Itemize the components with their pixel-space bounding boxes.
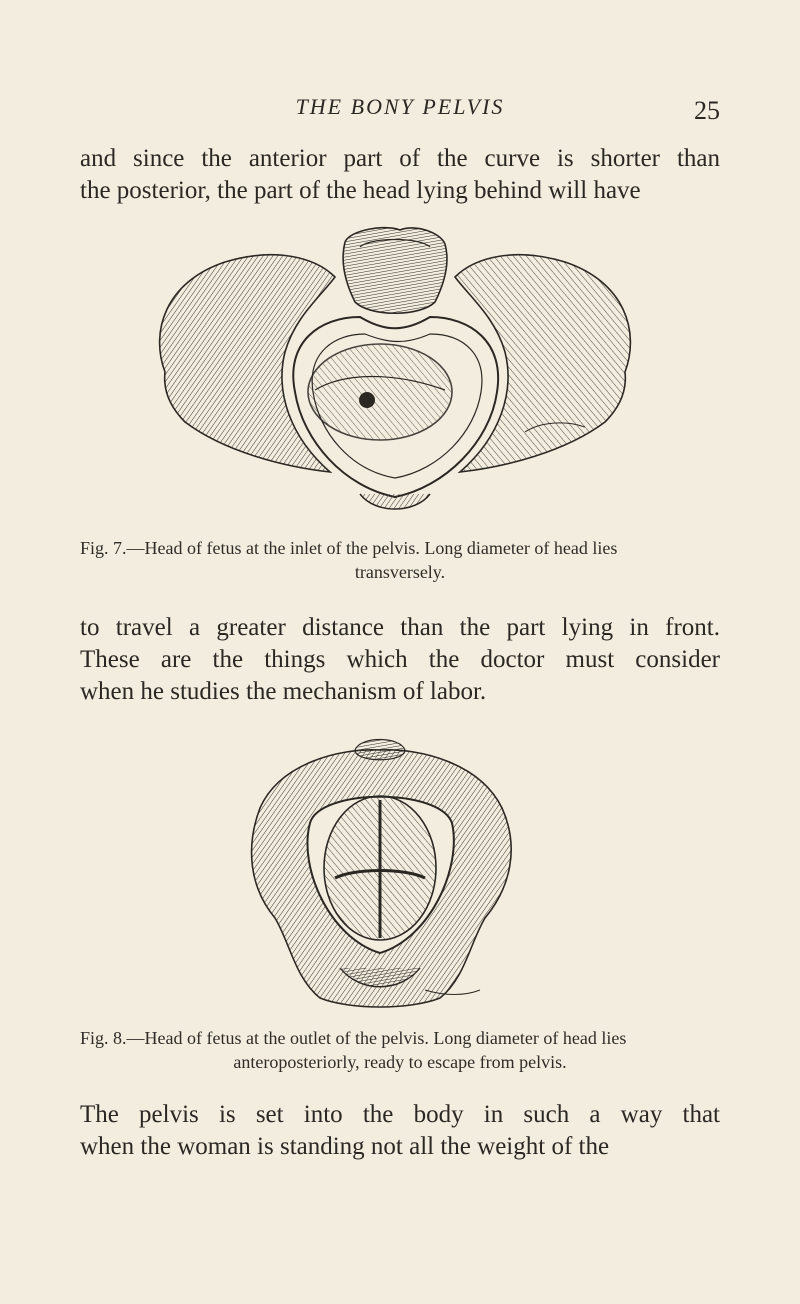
paragraph-3-line: The pelvis is set into the body in such a way that — [80, 1101, 720, 1128]
paragraph-1 — [80, 143, 720, 207]
paragraph-2-line: when he studies the mechanism of labor. — [80, 678, 487, 705]
figure-7-caption — [80, 536, 720, 584]
paragraph-2 — [80, 612, 720, 708]
figure-8-illustration — [240, 728, 520, 1018]
running-head — [80, 94, 720, 134]
page-number: 25 — [694, 96, 720, 125]
pelvis-outlet-drawing — [240, 728, 520, 1018]
running-title: THE BONY PELVIS — [295, 94, 505, 119]
figure-7-illustration — [145, 222, 645, 532]
figure-8-caption-line: anteroposteriorly, ready to escape from pelvis. — [233, 1052, 567, 1072]
paragraph-1-line: the posterior, the part of the head lying behind will have — [80, 177, 641, 204]
figure-8-caption-line: Fig. 8.—Head of fetus at the outlet of the pelvis. Long diameter of head lies — [80, 1028, 627, 1048]
paragraph-3 — [80, 1099, 720, 1163]
figure-7-caption-line: Fig. 7.—Head of fetus at the inlet of the pelvis. Long diameter of head lies — [80, 538, 618, 558]
figure-7-caption-line: transversely. — [354, 562, 446, 582]
pelvis-inlet-drawing — [145, 222, 645, 532]
paragraph-2-line: These are the things which the doctor must consider — [80, 646, 720, 673]
figure-8-caption — [80, 1026, 720, 1074]
paragraph-1-line: and since the anterior part of the curve is shorter than — [80, 145, 720, 172]
paragraph-2-line: to travel a greater distance than the part lying in front. — [80, 614, 720, 641]
paragraph-3-line: when the woman is standing not all the weight of the — [80, 1133, 610, 1160]
